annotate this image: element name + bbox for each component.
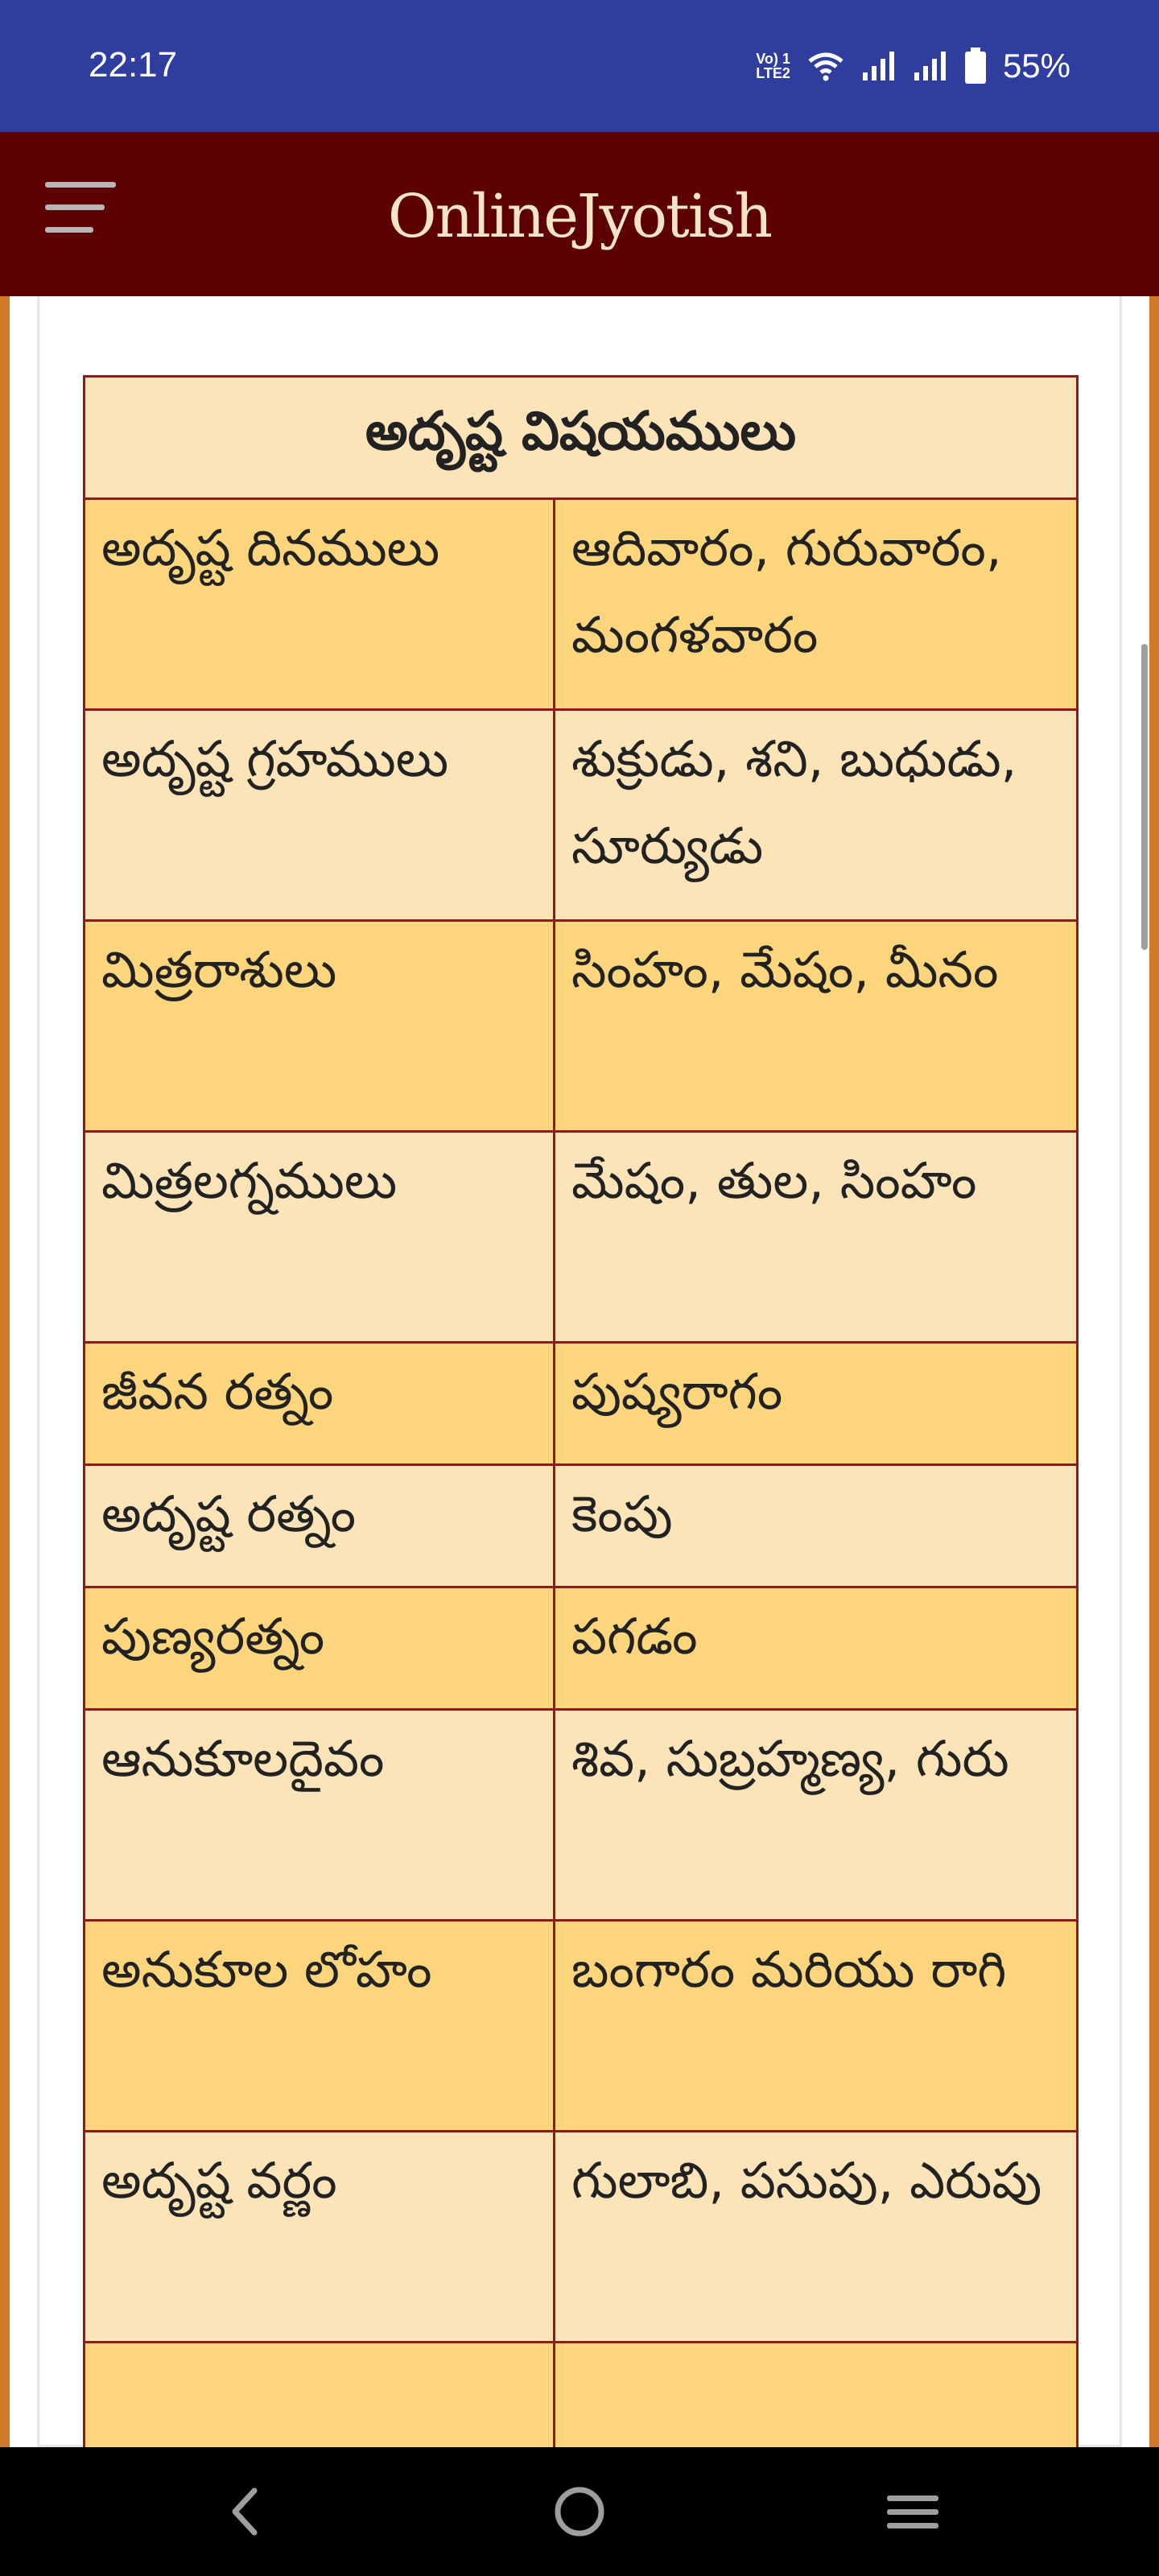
right-border: [1149, 296, 1159, 2447]
table-row: [85, 1587, 1078, 1710]
row-label: అదృష్ట గ్రహములు: [85, 710, 555, 921]
row-value: కెంపు: [555, 1465, 1078, 1587]
table-row: [85, 2132, 1078, 2343]
table-row: [85, 1343, 1078, 1465]
volte-line-2: LTE2: [756, 65, 790, 81]
row-value: బంగారం మరియు రాగి: [555, 1921, 1078, 2132]
system-navigation-bar: [0, 2447, 1159, 2576]
table-row: [85, 921, 1078, 1132]
row-label: అదృష్ట రత్నం: [85, 1465, 555, 1587]
table-row: [85, 1465, 1078, 1587]
scrollbar[interactable]: [1141, 644, 1148, 950]
row-value: శుక్రుడు, శని, బుధుడు, సూర్యుడు: [555, 710, 1078, 921]
battery-icon: [964, 47, 987, 85]
row-value: మేషం, తుల, సింహం: [555, 1132, 1078, 1343]
row-value: ఆదివారం, గురువారం, మంగళవారం: [555, 499, 1078, 710]
lucky-things-table: [83, 375, 1079, 2504]
row-label: పుణ్యరత్నం: [85, 1587, 555, 1710]
row-label: జీవన రత్నం: [85, 1343, 555, 1465]
table-row: [85, 1921, 1078, 2132]
row-label: అదృష్ట దినములు: [85, 499, 555, 710]
row-value: పుష్యరాగం: [555, 1343, 1078, 1465]
status-bar: [0, 0, 1159, 132]
row-value: సింహం, మేషం, మీనం: [555, 921, 1078, 1132]
left-border: [0, 296, 10, 2447]
signal-2-icon: [913, 50, 948, 82]
table-row: [85, 1132, 1078, 1343]
table-row: [85, 499, 1078, 710]
back-icon[interactable]: [214, 2479, 278, 2544]
table-row: [85, 710, 1078, 921]
row-label: ఆనుకూలదైవం: [85, 1710, 555, 1921]
status-time: 22:17: [89, 45, 178, 85]
row-label: అనుకూల లోహం: [85, 1921, 555, 2132]
row-label: మిత్రరాశులు: [85, 921, 555, 1132]
app-header: [0, 132, 1159, 296]
row-label: మిత్రలగ్నములు: [85, 1132, 555, 1343]
site-logo[interactable]: OnlineJyotish: [387, 182, 772, 251]
status-icons: [756, 42, 1070, 90]
volte-indicator: [756, 52, 790, 80]
home-icon[interactable]: [547, 2479, 612, 2544]
row-value: పగడం: [555, 1587, 1078, 1710]
table-row: [85, 1710, 1078, 1921]
wifi-icon: [806, 50, 845, 82]
table-title: అదృష్ట విషయములు: [85, 377, 1078, 499]
row-value: గులాబి, పసుపు, ఎరుపు: [555, 2132, 1078, 2343]
battery-percent: 55%: [1002, 47, 1070, 85]
volte-line-1: Vo) 1: [756, 51, 790, 67]
row-label: అదృష్ట వర్ణం: [85, 2132, 555, 2343]
recents-icon[interactable]: [881, 2479, 945, 2544]
row-value: శివ, సుబ్రహ్మణ్య, గురు: [555, 1710, 1078, 1921]
signal-1-icon: [861, 50, 897, 82]
